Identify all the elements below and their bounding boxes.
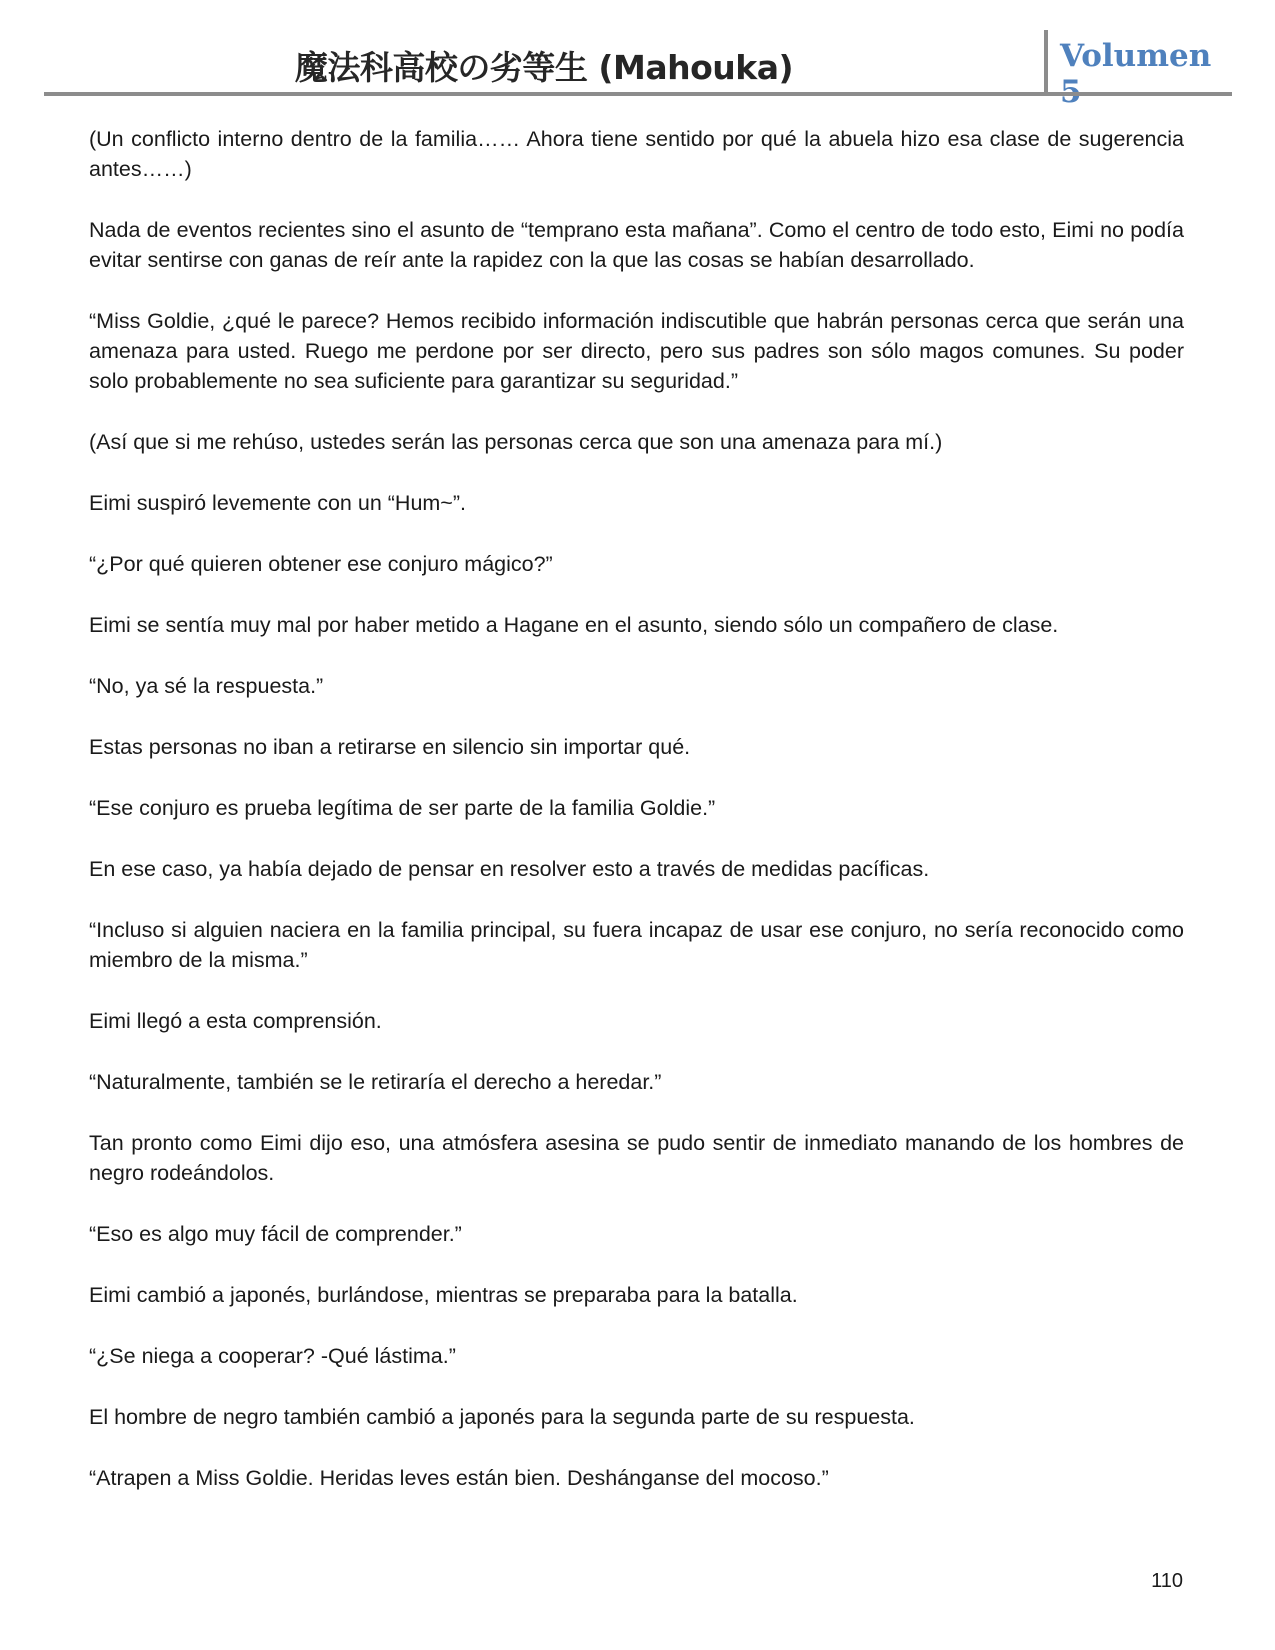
paragraph: Eimi llegó a esta comprensión. [89,1009,382,1033]
paragraph: “Atrapen a Miss Goldie. Heridas leves están bien. Deshánganse del mocoso.” [89,1466,829,1490]
paragraph: En ese caso, ya había dejado de pensar en resolver esto a través de medidas pacíficas. [89,857,930,881]
volume-label: Volumen [1060,38,1212,74]
page-body [89,124,1184,1524]
paragraph: Eimi cambió a japonés, burlándose, mientras se preparaba para la batalla. [89,1283,798,1307]
paragraph: Nada de eventos recientes sino el asunto de “temprano esta mañana”. Como el centro de todo esto, Eimi no podía evitar sentirse con ganas de reír ante la rapidez con la que las cosas se habían desarrollado. [89,218,1184,272]
paragraph: “Miss Goldie, ¿qué le parece? Hemos recibido información indiscutible que habrán personas cerca que serán una amenaza para usted. Ruego me perdone por ser directo, pero sus padres son sólo magos comunes. Su poder solo probablemente no sea suficiente para garantizar su seguridad.” [89,309,1184,393]
header-divider [1044,30,1048,92]
paragraph: “Ese conjuro es prueba legítima de ser parte de la familia Goldie.” [89,796,716,820]
paragraph: (Un conflicto interno dentro de la familia…… Ahora tiene sentido por qué la abuela hizo esa clase de sugerencia antes……) [89,127,1184,181]
page-number: 110 [1151,1570,1183,1592]
paragraph: Eimi suspiró levemente con un “Hum~”. [89,491,466,515]
paragraph: “¿Se niega a cooperar? -Qué lástima.” [89,1344,456,1368]
paragraph: “Eso es algo muy fácil de comprender.” [89,1222,462,1246]
paragraph: “Naturalmente, también se le retiraría el derecho a heredar.” [89,1070,662,1094]
paragraph: Tan pronto como Eimi dijo eso, una atmósfera asesina se pudo sentir de inmediato manando de los hombres de negro rodeándolos. [89,1131,1184,1185]
paragraph: Eimi se sentía muy mal por haber metido a Hagane en el asunto, siendo sólo un compañero de clase. [89,613,1059,637]
header-rule [44,92,1232,96]
book-title: 魔法科高校の劣等生 (Mahouka) [294,48,794,87]
paragraph: “No, ya sé la respuesta.” [89,674,324,698]
paragraph: Estas personas no iban a retirarse en silencio sin importar qué. [89,735,691,759]
page-header [44,30,1232,92]
paragraph: “¿Por qué quieren obtener ese conjuro mágico?” [89,552,553,576]
paragraph: El hombre de negro también cambió a japonés para la segunda parte de su respuesta. [89,1405,915,1429]
paragraph: (Así que si me rehúso, ustedes serán las personas cerca que son una amenaza para mí.) [89,430,943,454]
paragraph: “Incluso si alguien naciera en la familia principal, su fuera incapaz de usar ese conjuro, no sería reconocido como miembro de la misma.” [89,918,1184,972]
